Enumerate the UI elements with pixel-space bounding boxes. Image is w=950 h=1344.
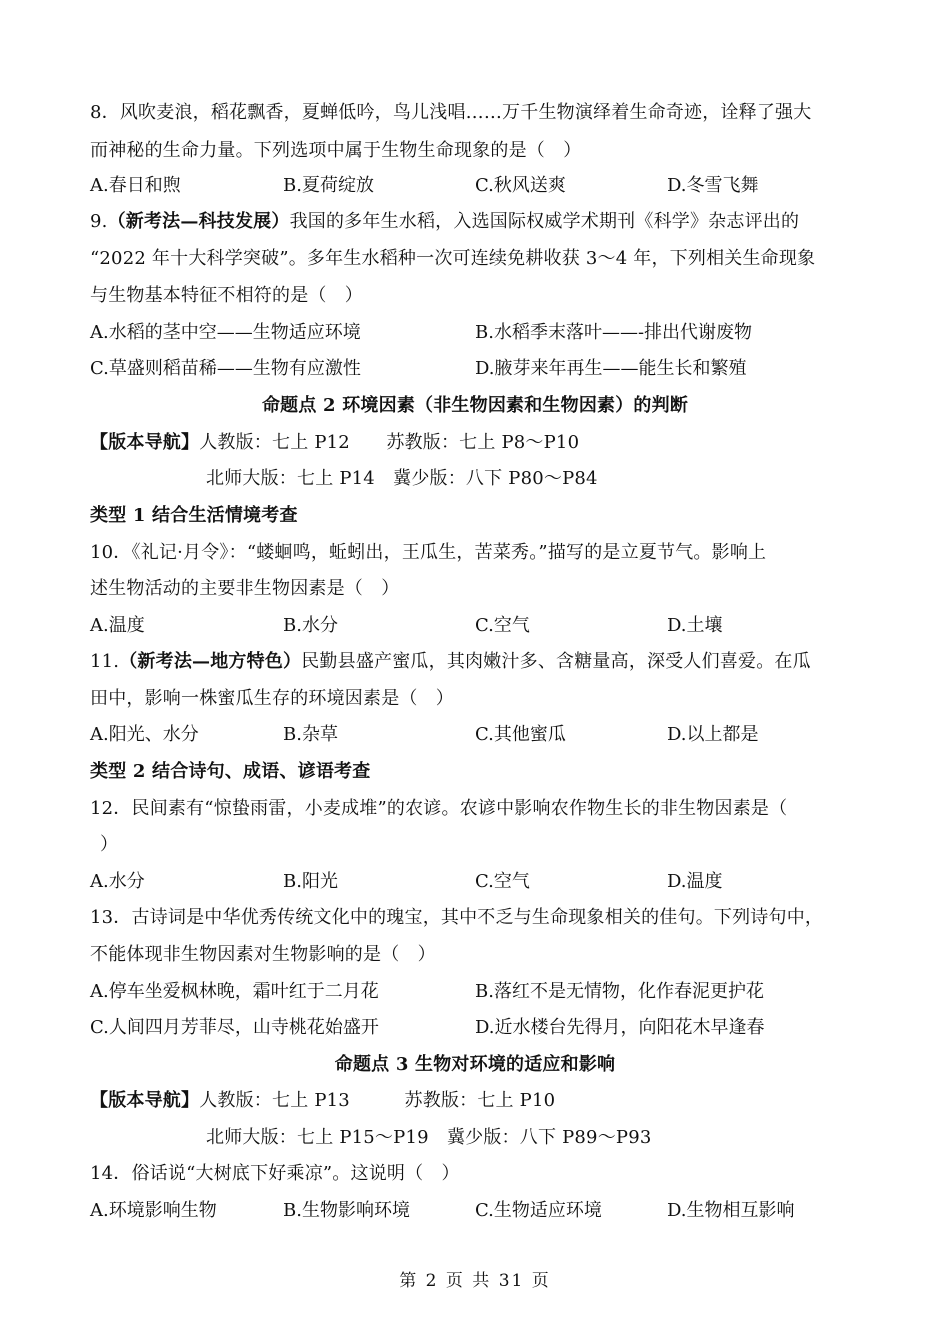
question-14-options	[90, 1198, 860, 1224]
option-d: D.以上都是	[667, 724, 759, 745]
question-11-options	[90, 722, 860, 748]
option-a: A.停车坐爱枫林晚，霜叶红于二月花	[90, 981, 379, 1002]
option-d: D.生物相互影响	[667, 1200, 795, 1221]
question-text: 我国的多年生水稻，入选国际权威学术期刊《科学》杂志评出的	[289, 211, 800, 232]
option-c: C.人间四月芳菲尽，山寺桃花始盛开	[90, 1017, 379, 1038]
question-10-text-line1: 10．《礼记·月令》：“蝼蛔鸣，蚯蚓出，王瓜生，苦菜秀。”描写的是立夏节气。影响上	[90, 542, 767, 563]
question-tag: （新考法—地方特色）	[119, 651, 302, 672]
question-9-text-line3: 与生物基本特征不相符的是（ ）	[90, 285, 363, 306]
section-3-nav-line1	[90, 1088, 858, 1114]
page-footer: 第 2 页 共 31 页	[399, 1271, 551, 1291]
question-number: 11.	[90, 651, 120, 672]
section-2-nav-line1	[90, 430, 858, 456]
question-14-text-line1: 14．俗话说“大树底下好乘凉”。这说明（ ）	[90, 1163, 460, 1184]
option-c: C.草盛则稻苗稀——生物有应激性	[90, 358, 361, 379]
question-8-text-line2: 而神秘的生命力量。下列选项中属于生物生命现象的是（ ）	[90, 140, 582, 161]
question-12-text-line1: 12．民间素有“惊蛰雨雷，小麦成堆”的农谚。农谚中影响农作物生长的非生物因素是（	[90, 798, 788, 819]
question-9-options-row1	[90, 320, 860, 346]
option-c: C.秋风送爽	[475, 175, 566, 196]
nav-text: 人教版：七上 P12 苏教版：七上 P8～P10	[199, 432, 580, 453]
question-12-text-line2: ）	[100, 834, 119, 855]
section-2-title: 命题点 2 环境因素（非生物因素和生物因素）的判断	[261, 395, 689, 416]
question-number: 9.	[90, 211, 108, 232]
option-b: B.夏荷绽放	[283, 175, 374, 196]
option-c: C.生物适应环境	[475, 1200, 602, 1221]
option-b: B.落红不是无情物，化作春泥更护花	[475, 981, 764, 1002]
type-1-heading: 类型 1 结合生活情境考查	[90, 505, 298, 526]
option-d: D.温度	[667, 871, 723, 892]
question-9-text-line2: “2022 年十大科学突破”。多年生水稻种一次可连续免耕收获 3～4 年，下列相关生命现象	[90, 248, 816, 269]
option-a: A.春日和煦	[90, 175, 181, 196]
option-a: A.水稻的茎中空——生物适应环境	[90, 322, 361, 343]
question-12-options	[90, 869, 860, 895]
question-8-text-line1: 8．风吹麦浪，稻花飘香，夏蝉低吟，鸟儿浅唱……万千生物演绎着生命奇迹，诠释了强大	[90, 102, 812, 123]
nav-label: 【版本导航】	[90, 432, 200, 453]
nav-text: 人教版：七上 P13 苏教版：七上 P10	[199, 1090, 556, 1111]
option-b: B.水分	[283, 615, 338, 636]
question-9-text-line1	[90, 209, 858, 235]
option-a: A.环境影响生物	[90, 1200, 217, 1221]
option-b: B.生物影响环境	[283, 1200, 410, 1221]
section-3-title: 命题点 3 生物对环境的适应和影响	[334, 1054, 616, 1075]
option-c: C.空气	[475, 871, 530, 892]
type-2-heading: 类型 2 结合诗句、成语、谚语考查	[90, 761, 371, 782]
option-c: C.其他蜜瓜	[475, 724, 566, 745]
option-d: D.土壤	[667, 615, 723, 636]
option-a: A.温度	[90, 615, 145, 636]
question-9-options-row2	[90, 356, 860, 382]
nav-label: 【版本导航】	[90, 1090, 200, 1111]
option-b: B.阳光	[283, 871, 338, 892]
option-b: B.水稻季末落叶——-排出代谢废物	[475, 322, 753, 343]
question-8-options	[90, 173, 860, 199]
question-11-text-line1	[90, 649, 858, 675]
question-10-text-line2: 述生物活动的主要非生物因素是（ ）	[90, 578, 400, 599]
option-d: D.近水楼台先得月，向阳花木早逢春	[475, 1017, 765, 1038]
question-13-text-line1: 13．古诗词是中华优秀传统文化中的瑰宝，其中不乏与生命现象相关的佳句。下列诗句中，	[90, 907, 824, 928]
option-a: A.阳光、水分	[90, 724, 199, 745]
option-a: A.水分	[90, 871, 145, 892]
question-11-text-line2: 田中，影响一株蜜瓜生存的环境因素是（ ）	[90, 688, 454, 709]
option-b: B.杂草	[283, 724, 338, 745]
question-13-options-row2	[90, 1015, 860, 1041]
option-c: C.空气	[475, 615, 530, 636]
option-d: D.腋芽来年再生——能生长和繁殖	[475, 358, 747, 379]
section-3-nav-line2: 北师大版：七上 P15～P19 冀少版：八下 P89～P93	[206, 1127, 652, 1148]
question-10-options	[90, 613, 860, 639]
section-2-nav-line2: 北师大版：七上 P14 冀少版：八下 P80～P84	[206, 468, 598, 489]
option-d: D.冬雪飞舞	[667, 175, 759, 196]
question-tag: （新考法—科技发展）	[107, 211, 290, 232]
question-13-text-line2: 不能体现非生物因素对生物影响的是（ ）	[90, 944, 436, 965]
question-13-options-row1	[90, 979, 860, 1005]
question-text: 民勤县盛产蜜瓜，其肉嫩汁多、含糖量高，深受人们喜爱。在瓜	[301, 651, 811, 672]
